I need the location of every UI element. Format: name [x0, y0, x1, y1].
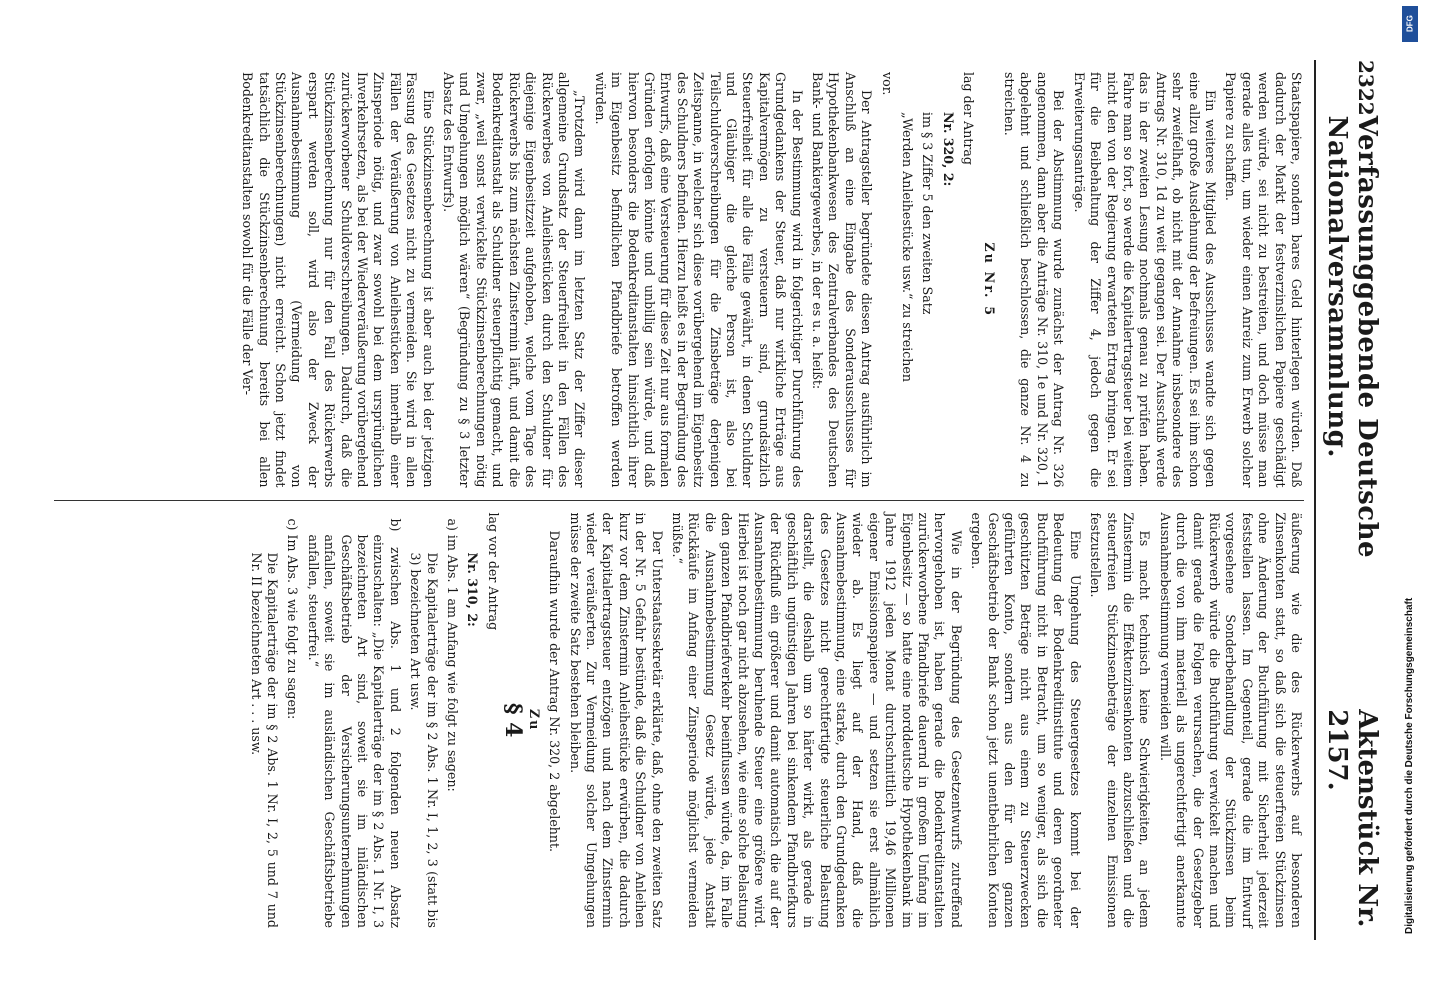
paragraph: „Trotzdem wird dann im letzten Satz der Ziffer dieser allgemeine Grundsatz der Steuerfreiheit in den Fällen des Rückerwerbes von Anleihestücken durch den Schuldner für diejenige Eigenbesitzzeit aufgehoben, welche vom Tage des Rückerwerbs bis zum nächsten Zinstermin läuft, und damit die Bodenkreditanstalt als Schuldner steuerpflichtig gemacht, und zwar, „weil sonst verwickelte Stückzinsenberechnungen nötig und Umgehungen möglich wären“ (Begründung zu § 3 letzter Absatz des Entwurfs). — [441, 72, 588, 488]
motion-number: Nr. 320, 2: — [940, 112, 956, 187]
paragraph: In der Bestimmung wird in folgerichtiger Durchführung des Grundgedankens der Steuer, daß nur wirkliche Erträge aus Kapitalvermögen zu versteuern sind, grundsätzlich Steuerfreiheit für alle die Fälle gewährt, in denen Schuldner und Gläubiger die gleiche Person ist, also bei Teilschuldverschreibungen für die Zinsbeträge derjenigen Zeitspanne, in welcher sich diese vorübergehend im Eigenbesitz des Schuldners befinden. Hierzu heißt es in der Begründung des Entwurfs, daß eine Versteuerung für diese Zeit nur aus formalen Gründen erfolgen könnte und unbillig sein würde, und daß hiervon besonders die Bodenkreditanstalten hinsichtlich ihrer im Eigenbesitz befindlichen Pfandbriefe betroffen werden würden. — [592, 72, 805, 488]
paragraph: Ein weiteres Mitglied des Ausschusses wandte sich gegen eine allzu große Ausdehnung der Befreiungen. Es sei ihm schon sehr zweifelhaft, ob nicht mit der Annahme insbesondere des Antrags Nr. 310, 1d zu weit gegangen sei. Der Ausschuß werde das in der zweiten Lesung nochmals genau zu prüfen haben. Fahre man so fort, so werde die Kapitalertragsteuer bei weitem nicht den von der Regierung erwarteten Ertrag bringen. Er sei für die Beibehaltung der Ziffer 4, jedoch gegen die Erweiterungsanträge. — [1071, 72, 1218, 488]
dfg-logo-icon: DFG — [1402, 6, 1418, 42]
paragraph: lag der Antrag — [961, 72, 977, 165]
paragraph: lag vor der Antrag — [485, 512, 501, 631]
paragraph: Eine Stückzinsenberechnung ist aber auch bei der jetzigen Fassung des Gesetzes nicht zu vermeiden. Sie wird in allen Fällen der Veräußerung von Anleihestücken innerhalb einer Zinsperiode nötig, und zwar sowohl bei dem ursprünglichen Inverkehrsetzen, als bei der Wiederveräußerung vorübergehend zurückerworbener Schuldverschreibungen. Dadurch, daß die Stückzinsenberechnung nur für den Fall des Rückerwerbs erspart werden soll, wird also der Zweck der Ausnahmebestimmung (Vermeidung von Stückzinsenberechnungen) nicht erreicht. Schon jetzt findet tatsächlich die Stückzinsenberechnung bereits bei allen Bodenkreditanstalten sowohl für die Fälle der Ver- — [240, 72, 436, 488]
paragraph: Eine Umgehung des Steuergesetzes kommt bei der Bedeutung der Bodenkreditinstitute und deren geordneter Buchführung nicht in Betracht, um so weniger, als sich die geschützten Beträge nicht aus einem zu Steuerzwecken geführten Konto, sondern aus den für den ganzen Geschäftsbetrieb der Bank schon jetzt unentbehrlichen Konten ergeben. — [969, 512, 1083, 928]
digitisation-credit — [1396, 6, 1426, 996]
document-number: Aktenstück Nr. 2157. — [1322, 709, 1382, 928]
section-heading: Zu Nr. 5 — [981, 242, 997, 318]
column-left — [54, 60, 1304, 500]
header-title: Verfassunggebende Deutsche Nationalversammlung. — [1322, 115, 1382, 559]
paragraph: Bei der Abstimmung wurde zunächst der Antrag Nr. 326 angenommen, dann aber die Anträge Nr. 310, 1e und Nr. 320, 1 abgelehnt und schließlich beschlossen, die ganze Nr. 4 zu streichen. — [1002, 72, 1067, 488]
page-header — [1314, 60, 1382, 940]
section-heading: § 4 — [500, 703, 527, 738]
motion-text: im § 3 Ziffer 5 den zweiten Satz — [920, 112, 936, 315]
paragraph: Daraufhin wurde der Antrag Nr. 320, 2 abgelehnt. — [547, 530, 563, 853]
motion-item: c) Im Abs. 3 wie folgt zu sagen: — [285, 518, 301, 720]
credit-text: Digitalisierung gefördert durch die Deutsche Forschungsgemeinschaft — [1404, 597, 1415, 934]
paragraph: äußerung wie die des Rückerwerbs auf besonderen Zinsenkonten statt, so daß sich die steuerfreien Stückzinsen ohne Änderung der Buchführung mit Sicherheit jederzeit feststellen lassen. Im Gegenteil, gerade die im Entwurf vorgesehene Sonderbehandlung der Stückzinsen beim Rückerwerb würde die Buchführung verwickelt machen und damit gerade die Folgen verursachen, die der Gesetzgeber durch die von ihm materiell als ungerechtfertigt anerkannte Ausnahmebestimmung vermeiden will. — [1157, 512, 1304, 928]
paragraph: Der Antragsteller begründete diesen Antrag ausführlich im Anschluß an eine Eingabe des Sonderausschusses für Hypothekenbankwesen des Zentralverbandes des Deutschen Bank- und Bankiergewerbes, in der es u. a. heißt: — [810, 72, 875, 488]
paragraph: vor. — [879, 72, 895, 96]
motion-text: Die Kapitalerträge der im § 2 Abs. 1 Nr. I, 1, 2, 3 (statt bis 3) bezeichneten Art usw. — [408, 552, 440, 928]
paragraph: Staatspapiere, sondern bares Geld hinterlegen würden. Daß dadurch der Markt der festverzinslichen Papiere geschädigt werden würde, sei nicht zu bestreiten, und doch müsse man gerade alles tun, um wieder einen Anreiz zum Erwerb solcher Papiere zu schaffen. — [1223, 72, 1304, 488]
section-heading: Zu — [526, 708, 542, 732]
column-right — [54, 500, 1304, 941]
motion-item: b) zwischen Abs. 1 und 2 folgenden neuen Absatz einzuschalten: „Die Kapitalerträge der im § 2 Abs. 1 Nr. I, 3 bezeichneten Art sind, soweit sie im inländischen Geschäftsbetrieb der Versicherungsunternehmungen anfallen, soweit sie im ausländischen Geschäftsbetriebe anfallen, steuerfrei.“ — [305, 518, 403, 928]
paragraph: Es macht technisch keine Schwierigkeiten, an jedem Zinstermin die Effektenzinsenkonten abzuschließen und die steuerfreien Stückzinsenbeträge der einzelnen Emissionen festzustellen. — [1088, 512, 1153, 928]
paragraph: Wie in der Begründung des Gesetzentwurfs zutreffend hervorgehoben ist, haben gerade die Bodenkreditanstalten zurückerworbene Pfandbriefe dauernd in großem Umfang im Eigenbesitz — so hatte eine norddeutsche Hypothekenbank im Jahre 1912 jeden Monat durchschnittlich 19,46 Millionen eigener Emissionspapiere — und setzen sie erst allmählich wieder ab. Es liegt auf der Hand, daß die Ausnahmebestimmung, eine starke, durch den Grundgedanken des Gesetzes nicht gerechtfertigte steuerliche Belastung darstellt, die deshalb um so härter wirkt, als gerade in geschäftlich ungünstigen Jahren bei sinkendem Pfandbriefkurs der Rückfluß ein größerer und damit automatisch die auf der Ausnahmebestimmung beruhende Steuer eine größere wird. Hierbei ist noch gar nicht abzusehen, wie eine solche Belastung den ganzen Pfandbriefverkehr beeinflussen würde, da, im Falle die Ausnahmebestimmung Gesetz würde, jede Anstalt Rückkäufe im Anfang einer Zinsperiode möglichst vermeiden müßte.“ — [669, 512, 964, 928]
page-number: 2322 — [1354, 60, 1378, 116]
motion-item: a) im Abs. 1 am Anfang wie folgt zu sagen: — [445, 518, 461, 792]
paragraph: Der Unterstaatssekretär erklärte, daß, ohne den zweiten Satz in der Nr. 5 Gefahr bestünde, daß die Schuldner von Anleihen kurz vor dem Zinstermin Anleihestücke erwürben, die dadurch der Kapitalertragsteuer entzögen und nach dem Zinstermin wieder veräußerten. Zur Vermeidung solcher Umgehungen müsse der zweite Satz bestehen bleiben. — [567, 512, 665, 928]
motion-text: Die Kapitalerträge der im § 2 Abs. 1 Nr. I, 2, 5 und 7 und Nr. II bezeichneten Art . . . usw. — [248, 552, 281, 928]
motion-text: „Werden Anleihestücke usw.“ zu streichen — [900, 112, 916, 382]
motion-number: Nr. 310, 2: — [465, 552, 481, 627]
